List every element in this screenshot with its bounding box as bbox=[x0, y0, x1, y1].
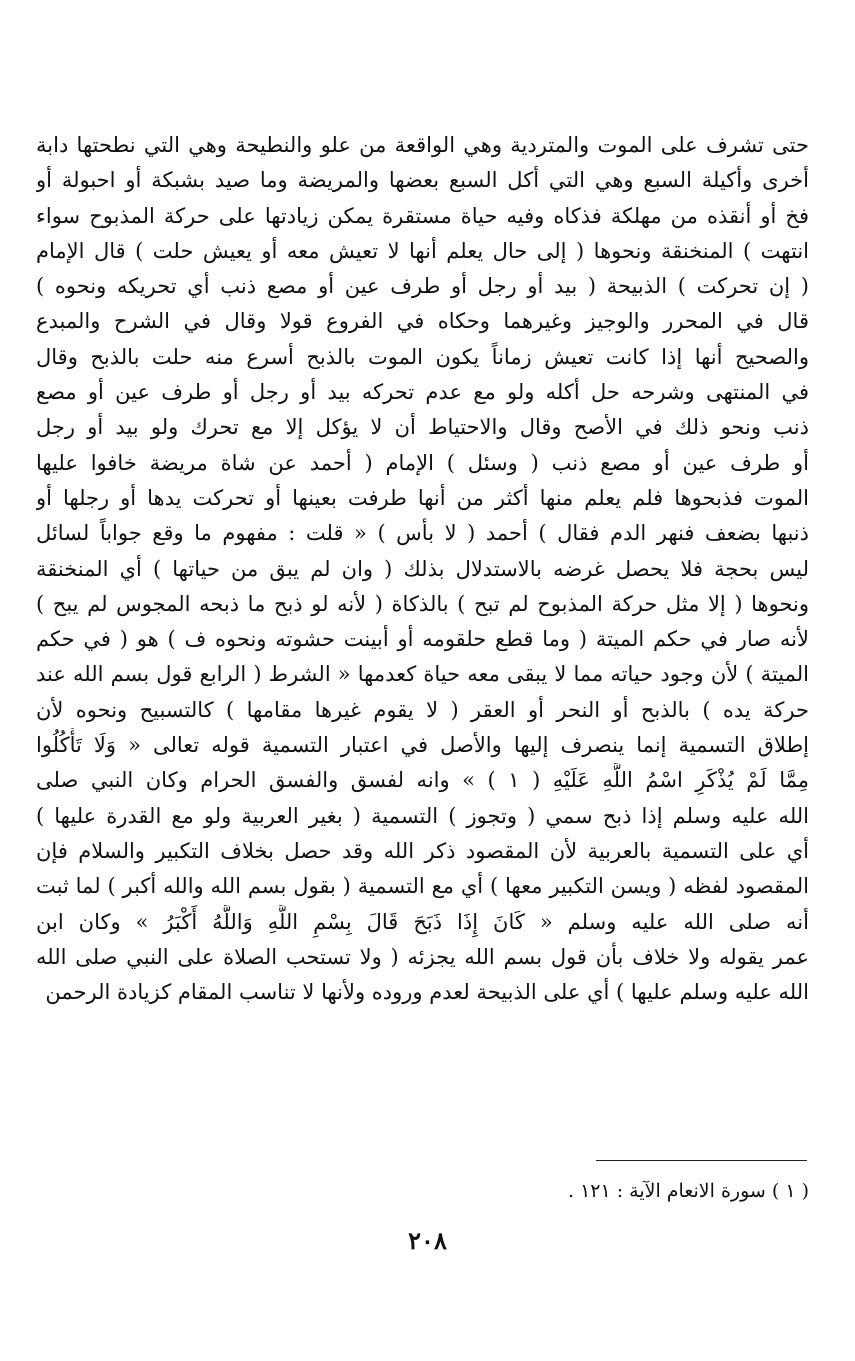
text-line: الموت فذبحوها فلم يعلم منها أكثر من أنها طرفت بعينها أو تحركت يدها أو رجلها أو bbox=[36, 485, 809, 510]
text-line: الله عليه وسلم عليها ) أي على الذبيحة لعدم وروده ولأنها لا تناسب المقام كزيادة الرحمن bbox=[45, 980, 809, 1005]
text-line: ذنب ونحو ذلك في الأصح وقال والاحتياط أن لا يؤكل إلا مع تحرك ولو بيد أو رجل bbox=[36, 415, 809, 440]
text-line: أنه صلى الله عليه وسلم « كَانَ إِذَا ذَبَحَ قَالَ بِسْمِ اللَّهِ وَاللَّهُ أَكْبَرُ » وكان ابن bbox=[36, 909, 809, 934]
text-line: أي على التسمية بالعربية لأن المقصود ذكر الله وقد حصل بخلاف التكبير والسلام فإن bbox=[36, 838, 809, 863]
footnote-separator bbox=[596, 1160, 807, 1161]
text-line: عمر يقوله ولا خلاف بأن قول بسم الله يجزئه ( ولا تستحب الصلاة على النبي صلى الله bbox=[36, 944, 809, 969]
footnote: ( ١ ) سورة الانعام الآية : ١٢١ . bbox=[567, 1180, 809, 1202]
text-line: لأنه صار في حكم الميتة ( وما قطع حلقومه أو أبينت حشوته ونحوه ف ) هو ( في حكم bbox=[36, 627, 809, 652]
text-line: والصحيح أنها إذا كانت تعيش زماناً يكون الموت بالذبح أسرع منه حلت بالذبح وقال bbox=[36, 344, 809, 369]
text-line: المقصود لفظه ( ويسن التكبير معها ) أي مع التسمية ( بقول بسم الله والله أكبر ) لما ثبت bbox=[36, 874, 809, 899]
text-line: الله عليه وسلم إذا ذبح سمي ( وتجوز ) التسمية ( بغير العربية ولو مع القدرة عليها ) bbox=[36, 803, 809, 828]
text-line: إطلاق التسمية إنما ينصرف إليها والأصل في اعتبار التسمية قوله تعالى « وَلَا تَأْكُلُوا bbox=[36, 733, 809, 758]
page-number: ٢٠٨ bbox=[408, 1226, 447, 1255]
text-line: أو طرف عين أو مصع ذنب ( وسئل ) الإمام ( أحمد عن شاة مريضة خافوا عليها bbox=[36, 450, 809, 475]
text-line: ذنبها بضعف فنهر الدم فقال ) أحمد ( لا بأس ) « قلت : مفهوم ما وقع جواباً لسائل bbox=[36, 521, 809, 546]
text-line: ونحوها ( إلا مثل حركة المذبوح لم تبح ) بالذكاة ( لأنه لو ذبح ما ذبحه المجوس لم يبح ) bbox=[36, 591, 809, 616]
text-line: مِمَّا لَمْ يُذْكَرِ اسْمُ اللَّهِ عَلَيْهِ ( ١ ) » وانه لفسق والفسق الحرام وكان النبي صلى bbox=[36, 768, 809, 793]
text-line: انتهت ) المنخنقة ونحوها ( إلى حال يعلم أنها لا تعيش معه أو يعيش حلت ) قال الإمام bbox=[36, 238, 809, 263]
text-line: في المنتهى وشرحه حل أكله ولو مع عدم تحركه بيد أو رجل أو طرف عين أو مصع bbox=[36, 380, 809, 405]
text-line: قال في المحرر والوجيز وغيرهما وحكاه في الفروع قولا وقال في الشرح والمبدع bbox=[36, 309, 809, 334]
text-line: ليس بحجة فلا يحصل غرضه بالاستدلال بذلك ( وان لم يبق من حياتها ) أي المنخنقة bbox=[36, 556, 809, 581]
text-line: أخرى وأكيلة السبع وهي التي أكل السبع بعضها والمريضة وما صيد بشبكة أو احبولة أو bbox=[36, 168, 809, 193]
text-line: ( إن تحركت ) الذبيحة ( بيد أو رجل أو طرف عين أو مصع ذنب أي تحريكه ونحوه ) bbox=[36, 274, 809, 299]
text-line: حركة يده ) بالذبح أو النحر أو العقر ( لا يقوم غيرها مقامها ) كالتسبيح ونحوه لأن bbox=[36, 697, 809, 722]
body-text bbox=[36, 128, 809, 1010]
text-line: الميتة ) لأن وجود حياته مما لا يبقى معه حياة كعدمها « الشرط ( الرابع قول بسم الله عند bbox=[36, 662, 809, 687]
text-line: حتى تشرف على الموت والمتردية وهي الواقعة من علو والنطيحة وهي التي نطحتها دابة bbox=[36, 133, 809, 157]
text-line: فخ أو أنقذه من مهلكة فذكاه وفيه حياة مستقرة يمكن زيادتها على حركة المذبوح سواء bbox=[36, 203, 809, 228]
